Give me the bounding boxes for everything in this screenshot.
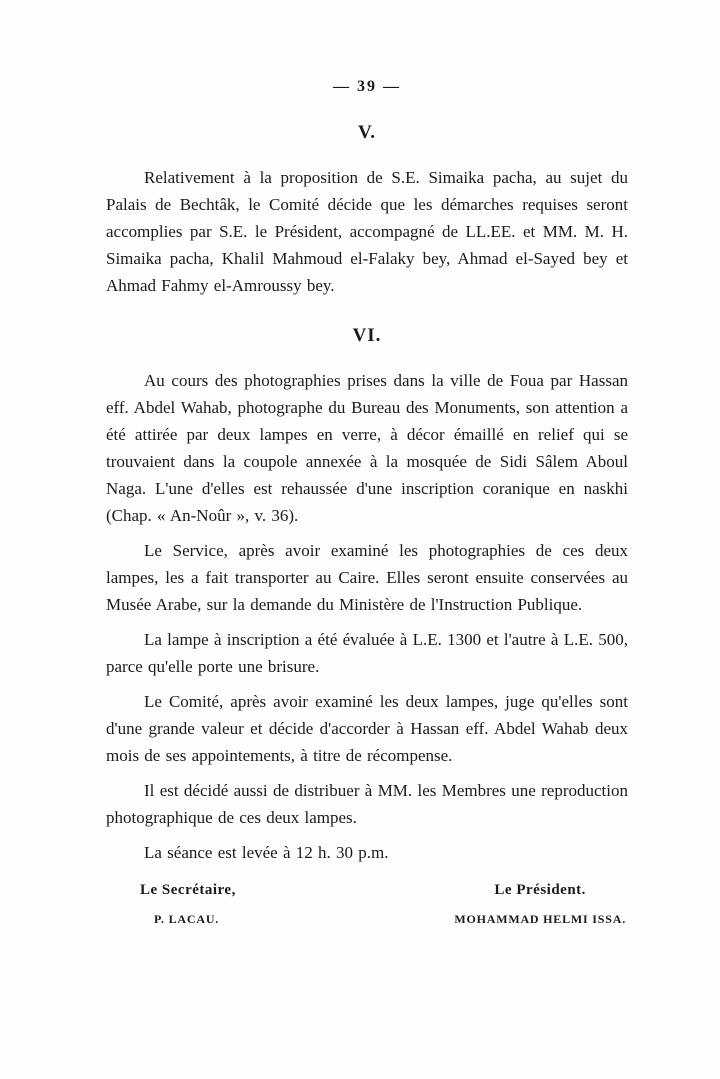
secretary-title: Le Secrétaire,: [140, 882, 236, 898]
paragraph: Au cours des photographies prises dans la ville de Foua par Hassan eff. Abdel Wahab, photographe du Bureau des Monuments, son attention a été attirée par deux lampes en verre, à décor émaillé en relief qui se trouvaient dans la coupole annexée à la mosquée de Sidi Sâlem Aboul Naga. L'une d'elles est rehaussée d'une inscription coranique en naskhi (Chap. « An-Noûr », v. 36).: [106, 371, 628, 525]
closing-line: La séance est levée à 12 h. 30 p.m.: [144, 843, 389, 862]
president-name: MOHAMMAD HELMI ISSA.: [454, 912, 626, 926]
section-vi: [106, 325, 628, 866]
page-number: — 39 —: [333, 78, 401, 95]
secretary-signature: [140, 882, 236, 927]
president-signature: [454, 882, 626, 927]
paragraph: Le Comité, après avoir examiné les deux lampes, juge qu'elles sont d'une grande valeur et décide d'accorder à Hassan eff. Abdel Wahab deux mois de ses appointements, à titre de récompense.: [106, 692, 628, 765]
section-vi-heading: VI.: [352, 325, 382, 346]
section-v: [106, 122, 628, 299]
paragraph: Il est décidé aussi de distribuer à MM. les Membres une reproduction photographique de ces deux lampes.: [106, 781, 628, 827]
signature-block: [106, 882, 628, 927]
paragraph: La lampe à inscription a été évaluée à L.E. 1300 et l'autre à L.E. 500, parce qu'elle porte une brisure.: [106, 630, 628, 676]
paragraph: Le Service, après avoir examiné les photographies de ces deux lampes, les a fait transporter au Caire. Elles seront ensuite conservées au Musée Arabe, sur la demande du Ministère de l'Instruction Publique.: [106, 541, 628, 614]
paragraph: Relativement à la proposition de S.E. Simaika pacha, au sujet du Palais de Bechtâk, le Comité décide que les démarches requises seront accomplies par S.E. le Président, accompagné de LL.EE. et MM. M. H. Simaika pacha, Khalil Mahmoud el-Falaky bey, Ahmad el-Sayed bey et Ahmad Fahmy el-Amroussy bey.: [106, 168, 628, 295]
secretary-name: P. LACAU.: [154, 912, 220, 926]
section-v-heading: V.: [357, 122, 377, 143]
president-title: Le Président.: [494, 882, 586, 898]
